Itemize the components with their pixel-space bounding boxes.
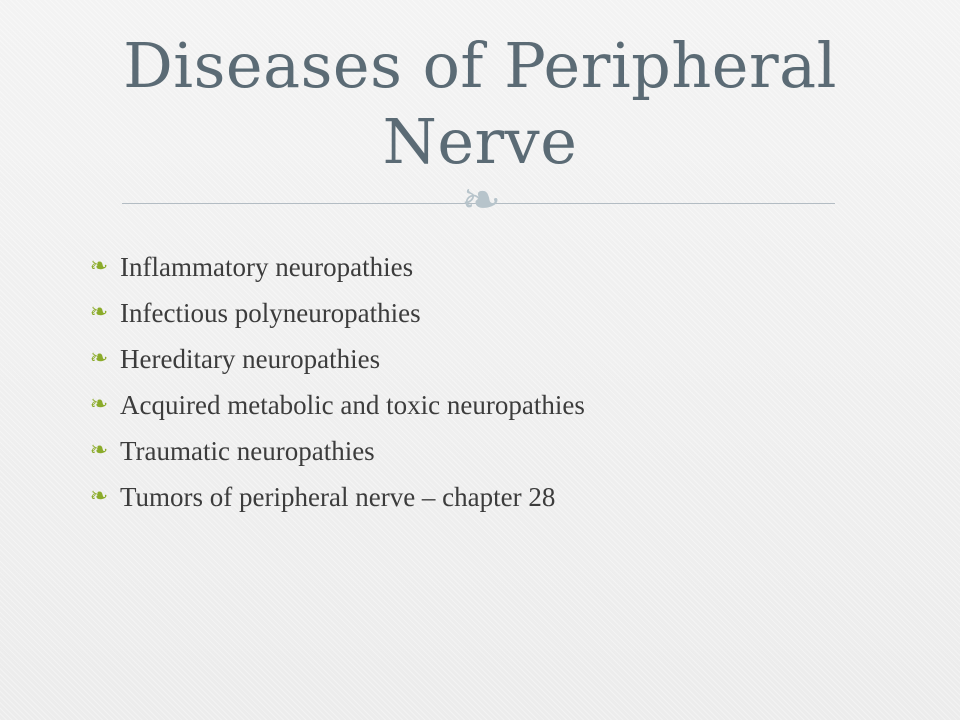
bullet-text: Acquired metabolic and toxic neuropathies xyxy=(120,389,585,420)
twin-leaf-bullet-icon: ❧ xyxy=(89,300,109,325)
bullet-list xyxy=(84,244,585,520)
bullet-text: Infectious polyneuropathies xyxy=(120,297,421,328)
bullet-text: Inflammatory neuropathies xyxy=(120,251,414,282)
twin-leaf-bullet-icon: ❧ xyxy=(89,392,109,417)
bullet-text: Tumors of peripheral nerve – chapter 28 xyxy=(120,481,556,512)
twin-leaf-bullet-icon: ❧ xyxy=(89,484,109,509)
twin-leaf-ornament-icon: ❧ xyxy=(461,172,502,228)
list-item xyxy=(84,382,585,428)
bullet-text: Hereditary neuropathies xyxy=(120,343,381,374)
list-item xyxy=(84,474,585,520)
twin-leaf-bullet-icon: ❧ xyxy=(89,438,109,463)
twin-leaf-bullet-icon: ❧ xyxy=(89,346,109,371)
list-item xyxy=(84,336,585,382)
slide-title: Diseases of Peripheral Nerve xyxy=(123,29,837,178)
twin-leaf-bullet-icon: ❧ xyxy=(89,254,109,279)
list-item xyxy=(84,428,585,474)
list-item xyxy=(84,244,585,290)
bullet-text: Traumatic neuropathies xyxy=(120,435,375,466)
list-item xyxy=(84,290,585,336)
